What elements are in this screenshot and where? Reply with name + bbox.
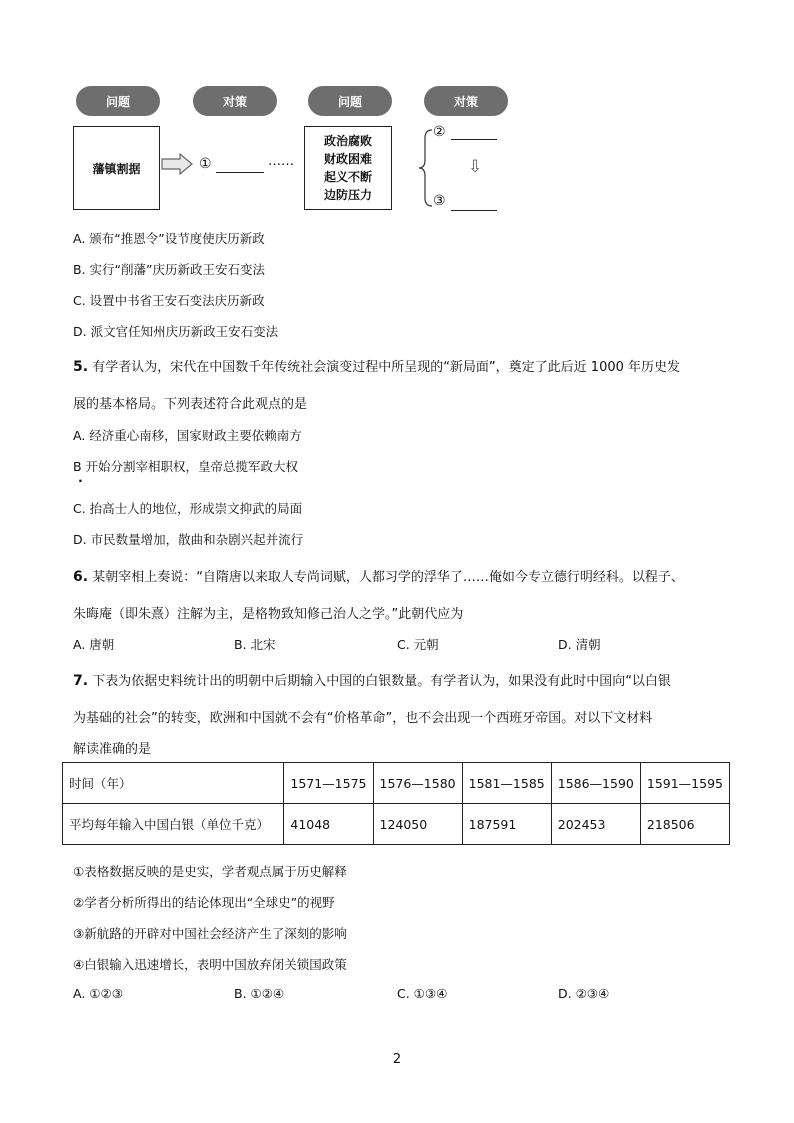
q7-option-d: D. ②③④ (558, 986, 610, 1001)
table-value: 187591 (462, 804, 551, 845)
pill-problem-1: 问题 (76, 86, 160, 116)
q7-stem-line-3: 解读准确的是 (73, 742, 152, 757)
table-row-label: 平均每年输入中国白银（单位千克） (63, 804, 284, 845)
silver-import-table (62, 762, 730, 845)
q5-option-d: D. 市民数量增加，散曲和杂剧兴起并流行 (73, 532, 304, 547)
q6-option-c: C. 元朝 (397, 637, 439, 652)
blank-2-label: ② (433, 124, 446, 140)
table-period: 1586—1590 (551, 763, 640, 804)
pill-solution-1: 对策 (193, 86, 277, 116)
box-problem-1-text: 藩镇割据 (92, 161, 141, 176)
q7-statement-3: ③新航路的开辟对中国社会经济产生了深刻的影响 (73, 926, 347, 941)
q5-text-1: 有学者认为，宋代在中国数千年传统社会演变过程中所呈现的“新局面”，奠定了此后近 1000 年历史发 (88, 360, 681, 375)
table-period: 1571—1575 (284, 763, 373, 804)
page-number: 2 (392, 1052, 402, 1067)
table-header-label: 时间（年） (63, 763, 284, 804)
table-period: 1581—1585 (462, 763, 551, 804)
right-arrow-icon (160, 153, 194, 175)
q7-option-c: C. ①③④ (397, 986, 448, 1001)
q7-statement-1: ①表格数据反映的是史实，学者观点属于历史解释 (73, 864, 347, 879)
pill-solution-2: 对策 (424, 86, 508, 116)
q4-option-b: B. 实行“削藩”庆历新政王安石变法 (73, 262, 265, 277)
down-arrow-icon: ⇩ (468, 157, 483, 177)
q6-stem-line-1 (73, 566, 684, 585)
q6-number: 6. (73, 569, 89, 585)
q7-option-a: A. ①②③ (73, 986, 123, 1001)
box-problem-2-line: 边防压力 (323, 188, 372, 202)
q5-stem-line-1 (73, 356, 680, 375)
table-value: 218506 (640, 804, 729, 845)
q4-option-c: C. 设置中书省王安石变法庆历新政 (73, 293, 265, 308)
blank-3-line (451, 210, 497, 211)
table-period: 1591—1595 (640, 763, 729, 804)
q5-option-a: A. 经济重心南移，国家财政主要依赖南方 (73, 428, 302, 443)
ellipsis: …… (268, 154, 294, 169)
q6-text-1: 某朝宰相上奏说：“自隋唐以来取人专尚词赋，人都习学的浮华了……俺如今专立德行明经科。以程子、 (88, 570, 684, 585)
q5-option-b: B 开始分割宰相职权，皇帝总揽军政大权 (73, 459, 299, 474)
q4-option-d: D. 派文官任知州庆历新政王安石变法 (73, 324, 279, 339)
blank-1-line (216, 172, 264, 173)
q7-option-b: B. ①②④ (234, 986, 285, 1001)
box-problem-2-line: 政治腐败 (323, 134, 372, 148)
q5-number: 5. (73, 359, 89, 375)
q7-text-1: 下表为依据史料统计出的明朝中后期输入中国的白银数量。有学者认为，如果没有此时中国向“以白银 (88, 674, 671, 689)
q5-option-c: C. 抬高士人的地位，形成崇文抑武的局面 (73, 501, 303, 516)
table-value: 41048 (284, 804, 373, 845)
blank-1-label: ① (199, 156, 212, 172)
table-row (63, 763, 730, 804)
q7-statement-4: ④白银输入迅速增长，表明中国放弃闭关锁国政策 (73, 957, 347, 972)
q6-option-a: A. 唐朝 (73, 637, 115, 652)
q6-option-b: B. 北宋 (234, 637, 276, 652)
q7-statement-2: ②学者分析所得出的结论体现出“全球史”的视野 (73, 895, 335, 910)
q7-stem-line-1 (73, 670, 671, 689)
stray-dot: . (78, 470, 83, 485)
q7-number: 7. (73, 673, 89, 689)
box-problem-1 (73, 126, 160, 210)
left-brace-icon (418, 126, 434, 210)
q4-option-a: A. 颁布“推恩令”设节度使庆历新政 (73, 231, 265, 246)
box-problem-2 (304, 126, 392, 210)
box-problem-2-line: 财政困难 (323, 152, 372, 166)
table-value: 202453 (551, 804, 640, 845)
box-problem-2-line: 起义不断 (323, 170, 372, 184)
table-value: 124050 (373, 804, 462, 845)
q6-stem-line-2: 朱晦庵（即朱熹）注解为主，是格物致知修己治人之学。”此朝代应为 (73, 607, 464, 622)
q5-stem-line-2: 展的基本格局。下列表述符合此观点的是 (73, 397, 308, 412)
q6-option-d: D. 清朝 (558, 637, 601, 652)
pill-problem-2: 问题 (308, 86, 392, 116)
q7-stem-line-2: 为基础的社会”的转变，欧洲和中国就不会有“价格革命”，也不会出现一个西班牙帝国。对以下文材料 (73, 711, 653, 726)
table-period: 1576—1580 (373, 763, 462, 804)
blank-3-label: ③ (433, 193, 446, 209)
blank-2-line (451, 139, 497, 140)
table-row (63, 804, 730, 845)
